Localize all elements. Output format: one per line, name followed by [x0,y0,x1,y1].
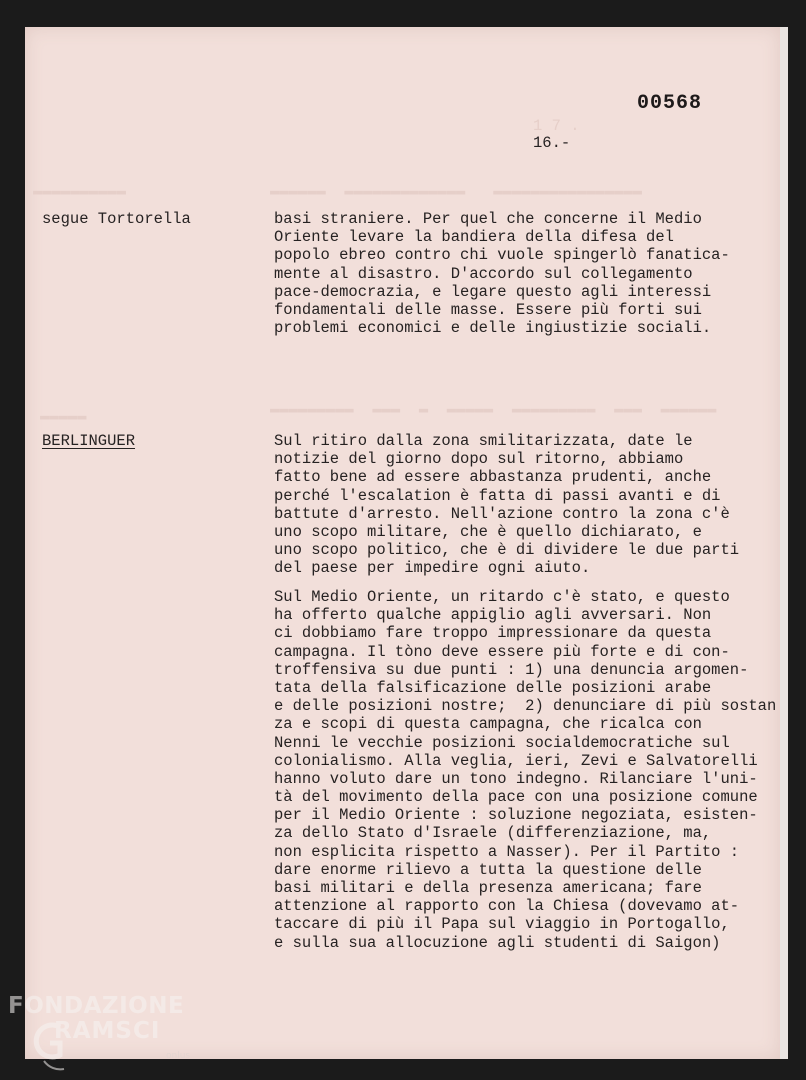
text-line: del paese per impedire ogni aiuto. [274,559,591,578]
text-line: za e scopi di questa campagna, che ricalca con [274,715,702,734]
text-line: Sul ritiro dalla zona smilitarizzata, date le [274,432,693,450]
text-line: ha offerto qualche appiglio agli avversari. Non [274,606,712,625]
text-line: ci dobbiamo fare troppo impressionare da questa [274,624,712,643]
show-through-mark: ▬▬▬▬▬▬▬▬▬ ▬▬▬ ▬ ▬▬▬▬▬ ▬▬▬▬▬▬▬▬▬ ▬▬▬ ▬▬▬▬▬▬ [270,400,717,418]
show-through-mark: ▬▬▬▬▬▬ ▬▬▬▬▬▬▬▬▬▬▬▬▬ ▬▬▬▬▬▬▬▬▬▬▬▬▬▬▬▬ [270,182,643,200]
text-line: basi straniere. Per quel che concerne il Medio [274,210,702,228]
text-line: attenzione al rapporto con la Chiesa (dovevamo at- [274,897,740,916]
text-line: uno scopo politico, che è di dividere le due parti [274,541,740,560]
text-line: hanno voluto dare un tono indegno. Rilanciare l'uni- [274,769,758,788]
text-line: uno scopo militare, che è quello dichiarato, e [274,522,702,541]
text-line: Sul Medio Oriente, un ritardo c'è stato, e questo [274,588,730,606]
show-through-mark: ▬▬▬▬▬ [40,407,87,425]
speaker-label: segue Tortorella [42,210,191,228]
text-line: e sulla sua allocuzione agli studenti di Saigon) [274,933,721,952]
page-number: 16.- [533,134,571,152]
text-line: dare enorme rilievo a tutta la questione delle [274,860,702,879]
text-line: campagna. Il tòno deve essere più forte e di con- [274,642,730,661]
text-line: perché l'escalation è fatta di passi avanti e di [274,486,721,505]
text-line: basi militari e della presenza americana; fare [274,879,702,897]
text-line: colonialismo. Alla veglia, ieri, Zevi e Salvatorelli [274,751,758,770]
fondazione-gramsci-watermark [8,993,208,1073]
text-line: fondamentali delle masse. Essere più forti sui [274,300,702,319]
text-line: non esplicita rispetto a Nasser). Per il Partito : [274,842,740,861]
watermark-line: RAMSCI [54,1018,161,1044]
text-line: mente al disastro. D'accordo sul collegamento [274,264,693,283]
text-line: problemi economici e delle ingiustizie sociali. [274,319,712,338]
text-line: per il Medio Oriente : soluzione negoziata, esisten- [274,806,758,825]
archive-number: 00568 [637,92,703,115]
text-line: fatto bene ad essere abbastanza prudenti, anche [274,468,712,487]
speech-paragraph [274,432,794,578]
text-line: troffensiva su due punti : 1) una denuncia argomen- [274,660,749,679]
text-line: battute d'arresto. Nell'azione contro la zona c'è [274,504,730,523]
text-line: notizie del giorno dopo sul ritorno, abbiamo [274,450,684,469]
text-line: e delle posizioni nostre; 2) denunciare di più sostan [274,697,777,716]
watermark-line: onlus [166,1051,191,1061]
text-line: pace-democrazia, e legare questo agli interessi [274,282,712,301]
text-line: tà del movimento della pace con una posizione comune [274,788,758,807]
text-line: Oriente levare la bandiera della difesa del [274,228,674,247]
speaker-name: BERLINGUER [42,432,136,450]
text-line: za dello Stato d'Israele (differenziazione, ma, [274,824,712,843]
text-line: Nenni le vecchie posizioni socialdemocratiche sul [274,733,730,752]
show-through-mark: 1 7 . [533,117,580,135]
text-line: tata della falsificazione delle posizioni arabe [274,678,712,697]
speech-paragraph [274,588,794,952]
watermark-line: FONDAZIONE [8,993,185,1019]
show-through-mark: ▬▬▬▬▬▬▬▬▬▬ [33,182,127,200]
text-line: popolo ebreo contro chi vuole spingerlò fanatica- [274,246,730,265]
text-line: taccare di più il Papa sul viaggio in Portogallo, [274,915,730,934]
speech-paragraph [274,210,794,337]
speaker-label [42,432,135,450]
